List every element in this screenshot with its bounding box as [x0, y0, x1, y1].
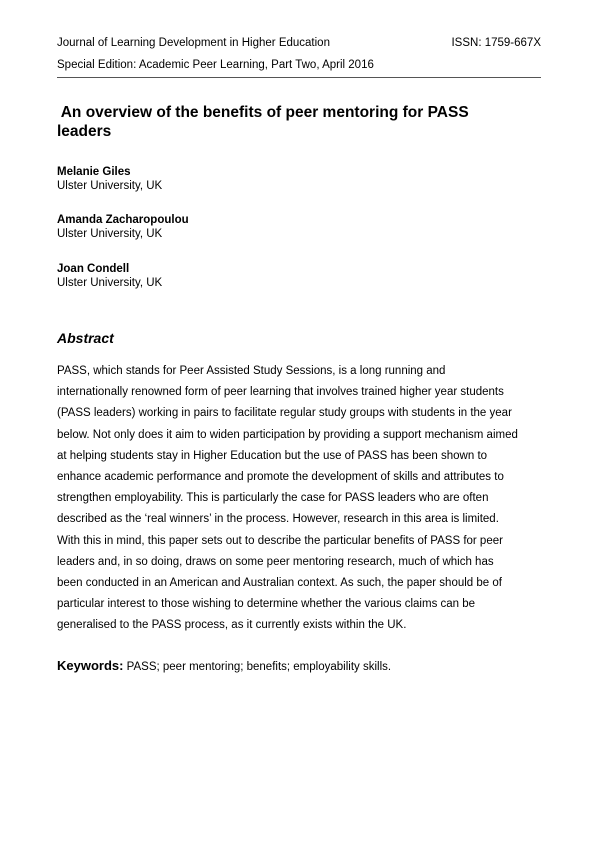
abstract-line: internationally renowned form of peer learning that involves trained higher year students [57, 386, 504, 399]
abstract-line: leaders and, in so doing, draws on some peer mentoring research, much of which has [57, 555, 494, 568]
keywords-text: PASS; peer mentoring; benefits; employability skills. [123, 661, 392, 673]
keywords [57, 658, 391, 673]
author-affiliation: Ulster University, UK [57, 277, 163, 289]
author-name: Amanda Zacharopoulou [57, 214, 189, 226]
author-affiliation: Ulster University, UK [57, 228, 163, 240]
title-line: An overview of the benefits of peer mentoring for PASS [57, 104, 469, 121]
abstract-heading: Abstract [57, 330, 114, 346]
issn: ISSN: 1759-667X [451, 37, 541, 49]
keywords-label: Keywords: [57, 658, 124, 673]
author-block [57, 262, 162, 290]
author-block [57, 213, 189, 241]
abstract-line: been conducted in an American and Australian context. As such, the paper should be of [57, 577, 502, 590]
title-line: leaders [57, 123, 112, 140]
abstract-line: below. Not only does it aim to widen participation by providing a support mechanism aimed [57, 428, 518, 441]
abstract-line: particular interest to those wishing to determine whether the various claims can be [57, 598, 476, 611]
paper-title [57, 103, 537, 141]
abstract-line: described as the ‘real winners’ in the process. However, research in this area is limited. [57, 513, 499, 526]
edition-info: Special Edition: Academic Peer Learning, Part Two, April 2016 [57, 59, 374, 71]
author-name: Joan Condell [57, 263, 130, 275]
author-name: Melanie Giles [57, 166, 131, 178]
header-divider [57, 77, 541, 78]
running-header [57, 36, 541, 72]
abstract-line: With this in mind, this paper sets out to describe the particular benefits of PASS for peer [57, 534, 503, 547]
abstract-line: at helping students stay in Higher Education but the use of PASS has been shown to [57, 449, 488, 462]
author-affiliation: Ulster University, UK [57, 180, 163, 192]
abstract-line: enhance academic performance and promote the development of skills and attributes to [57, 471, 504, 484]
abstract-line: (PASS leaders) working in pairs to facilitate regular study groups with students in the year [57, 407, 512, 420]
abstract-body [57, 361, 543, 637]
abstract-line: generalised to the PASS process, as it currently exists within the UK. [57, 619, 407, 632]
journal-name: Journal of Learning Development in Higher Education [57, 37, 330, 49]
abstract-line: strengthen employability. This is particularly the case for PASS leaders who are often [57, 492, 489, 505]
author-block [57, 165, 162, 193]
abstract-line: PASS, which stands for Peer Assisted Study Sessions, is a long running and [57, 365, 446, 377]
